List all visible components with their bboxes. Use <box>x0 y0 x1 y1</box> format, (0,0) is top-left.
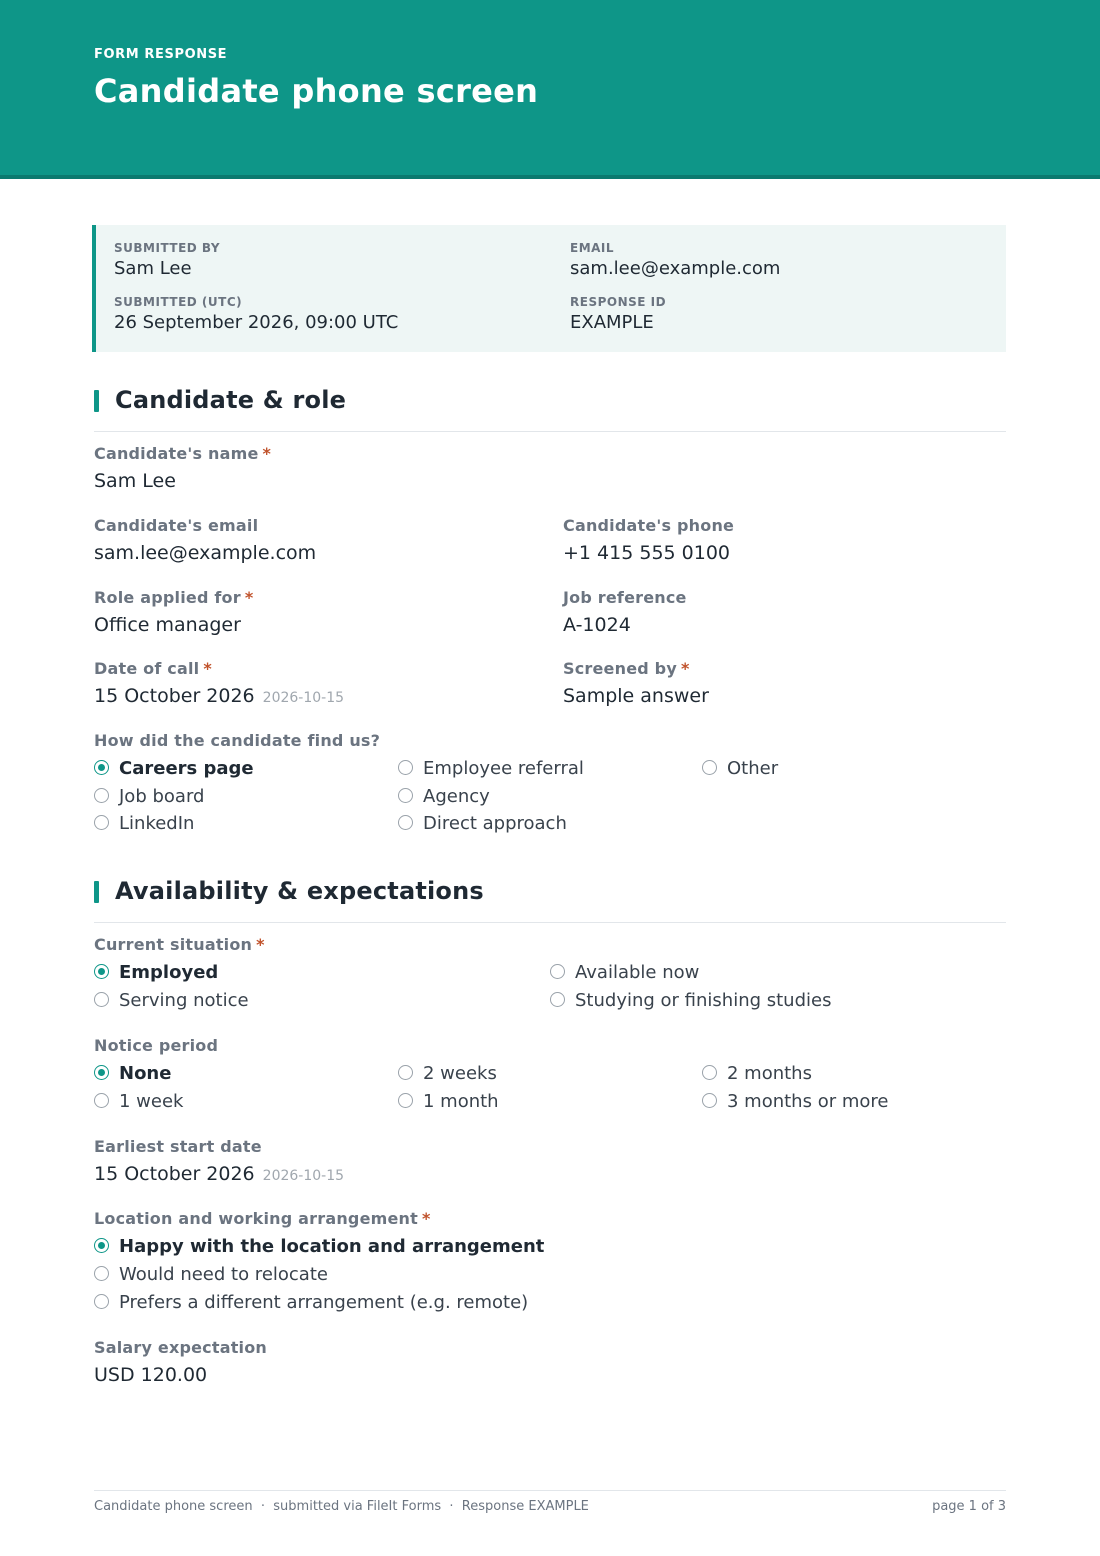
field-date-of-call <box>94 659 344 707</box>
radio-empty-icon <box>94 1093 109 1108</box>
response-id-value: EXAMPLE <box>570 312 654 333</box>
section-title: Availability & expectations <box>115 877 484 905</box>
radio-empty-icon <box>550 964 565 979</box>
radio-selected-icon <box>94 964 109 979</box>
field-label: Date of call * <box>94 659 212 678</box>
option-employee-referral[interactable]: Employee referral <box>398 758 584 779</box>
radio-empty-icon <box>398 1093 413 1108</box>
option-notice-1-week[interactable]: 1 week <box>94 1091 183 1112</box>
field-value: Office manager <box>94 614 241 636</box>
option-agency[interactable]: Agency <box>398 786 490 807</box>
option-serving-notice[interactable]: Serving notice <box>94 990 249 1011</box>
radio-empty-icon <box>702 760 717 775</box>
field-label: Earliest start date <box>94 1137 262 1156</box>
option-different-arrangement[interactable]: Prefers a different arrangement (e.g. remote) <box>94 1292 528 1313</box>
field-value: USD 120.00 <box>94 1364 208 1386</box>
field-source <box>94 731 380 750</box>
submitted-utc-value: 26 September 2026, 09:00 UTC <box>114 312 399 333</box>
field-screened-by <box>563 659 709 707</box>
page-number: page 1 of 3 <box>932 1499 1006 1514</box>
field-value: A-1024 <box>563 614 631 636</box>
field-value: Sam Lee <box>94 470 176 492</box>
radio-empty-icon <box>94 1294 109 1309</box>
section-candidate-role <box>94 386 1006 432</box>
field-label: Notice period <box>94 1036 219 1055</box>
field-job-reference <box>563 588 687 636</box>
radio-empty-icon <box>398 815 413 830</box>
option-direct-approach[interactable]: Direct approach <box>398 813 567 834</box>
section-accent-bar <box>94 390 99 412</box>
field-value: +1 415 555 0100 <box>563 542 731 564</box>
section-title: Candidate & role <box>115 386 347 414</box>
option-available-now[interactable]: Available now <box>550 962 699 983</box>
radio-empty-icon <box>702 1093 717 1108</box>
field-label: Candidate's name * <box>94 444 272 463</box>
required-mark: * <box>244 588 254 607</box>
field-earliest-start <box>94 1137 344 1185</box>
field-candidate-phone <box>563 516 734 564</box>
required-mark: * <box>422 1209 431 1228</box>
iso-date: 2026-10-15 <box>262 690 345 706</box>
option-notice-none[interactable]: None <box>94 1063 171 1084</box>
field-value: 15 October 2026 2026-10-15 <box>94 1163 345 1185</box>
radio-empty-icon <box>550 992 565 1007</box>
section-availability <box>94 877 1006 923</box>
field-location <box>94 1209 431 1228</box>
submitted-by <box>114 241 220 279</box>
field-current-situation <box>94 935 265 954</box>
field-label: Salary expectation <box>94 1338 268 1357</box>
required-mark: * <box>680 659 690 678</box>
radio-empty-icon <box>94 788 109 803</box>
option-relocate[interactable]: Would need to relocate <box>94 1264 328 1285</box>
option-studying[interactable]: Studying or finishing studies <box>550 990 831 1011</box>
page-title: Candidate phone screen <box>94 72 539 110</box>
field-value: 15 October 2026 2026-10-15 <box>94 685 345 707</box>
page-footer <box>94 1490 1006 1514</box>
option-linkedin[interactable]: LinkedIn <box>94 813 194 834</box>
radio-empty-icon <box>398 788 413 803</box>
field-label: Candidate's phone <box>563 516 735 535</box>
field-label: Location and working arrangement * <box>94 1209 431 1228</box>
submitted-utc-label: SUBMITTED (UTC) <box>114 295 243 309</box>
response-id <box>570 295 666 333</box>
form-kicker: FORM RESPONSE <box>94 47 228 62</box>
field-candidate-name <box>94 444 271 492</box>
option-careers-page[interactable]: Careers page <box>94 758 254 779</box>
option-notice-2-weeks[interactable]: 2 weeks <box>398 1063 497 1084</box>
submitted-by-label: SUBMITTED BY <box>114 241 221 255</box>
radio-selected-icon <box>94 760 109 775</box>
option-other[interactable]: Other <box>702 758 778 779</box>
field-notice-period <box>94 1036 218 1055</box>
radio-empty-icon <box>94 815 109 830</box>
option-notice-3-months[interactable]: 3 months or more <box>702 1091 888 1112</box>
radio-selected-icon <box>94 1065 109 1080</box>
field-label: How did the candidate find us? <box>94 731 381 750</box>
email-value: sam.lee@example.com <box>570 258 781 279</box>
required-mark: * <box>262 444 272 463</box>
field-value: Sample answer <box>563 685 709 707</box>
field-value: sam.lee@example.com <box>94 542 317 564</box>
option-notice-1-month[interactable]: 1 month <box>398 1091 499 1112</box>
iso-date: 2026-10-15 <box>262 1168 345 1184</box>
option-notice-2-months[interactable]: 2 months <box>702 1063 812 1084</box>
option-employed[interactable]: Employed <box>94 962 218 983</box>
field-salary <box>94 1338 267 1386</box>
option-happy-location[interactable]: Happy with the location and arrangement <box>94 1236 544 1257</box>
radio-empty-icon <box>398 1065 413 1080</box>
submitted-by-value: Sam Lee <box>114 258 192 279</box>
submitted-utc <box>114 295 398 333</box>
field-role-applied <box>94 588 253 636</box>
section-accent-bar <box>94 881 99 903</box>
radio-empty-icon <box>94 992 109 1007</box>
required-mark: * <box>203 659 212 678</box>
response-id-label: RESPONSE ID <box>570 295 667 309</box>
field-label: Screened by * <box>563 659 690 678</box>
radio-selected-icon <box>94 1238 109 1253</box>
field-label: Role applied for * <box>94 588 254 607</box>
field-label: Current situation * <box>94 935 265 954</box>
footer-info: Candidate phone screen · submitted via FileIt Forms · Response EXAMPLE <box>94 1499 589 1514</box>
radio-empty-icon <box>94 1266 109 1281</box>
submission-summary <box>92 225 1006 352</box>
radio-empty-icon <box>398 760 413 775</box>
radio-empty-icon <box>702 1065 717 1080</box>
field-label: Job reference <box>563 588 687 607</box>
field-label: Candidate's email <box>94 516 259 535</box>
required-mark: * <box>256 935 265 954</box>
field-candidate-email <box>94 516 316 564</box>
header-banner <box>0 0 1100 179</box>
option-job-board[interactable]: Job board <box>94 786 204 807</box>
email-label: EMAIL <box>570 241 615 255</box>
submitter-email <box>570 241 780 279</box>
